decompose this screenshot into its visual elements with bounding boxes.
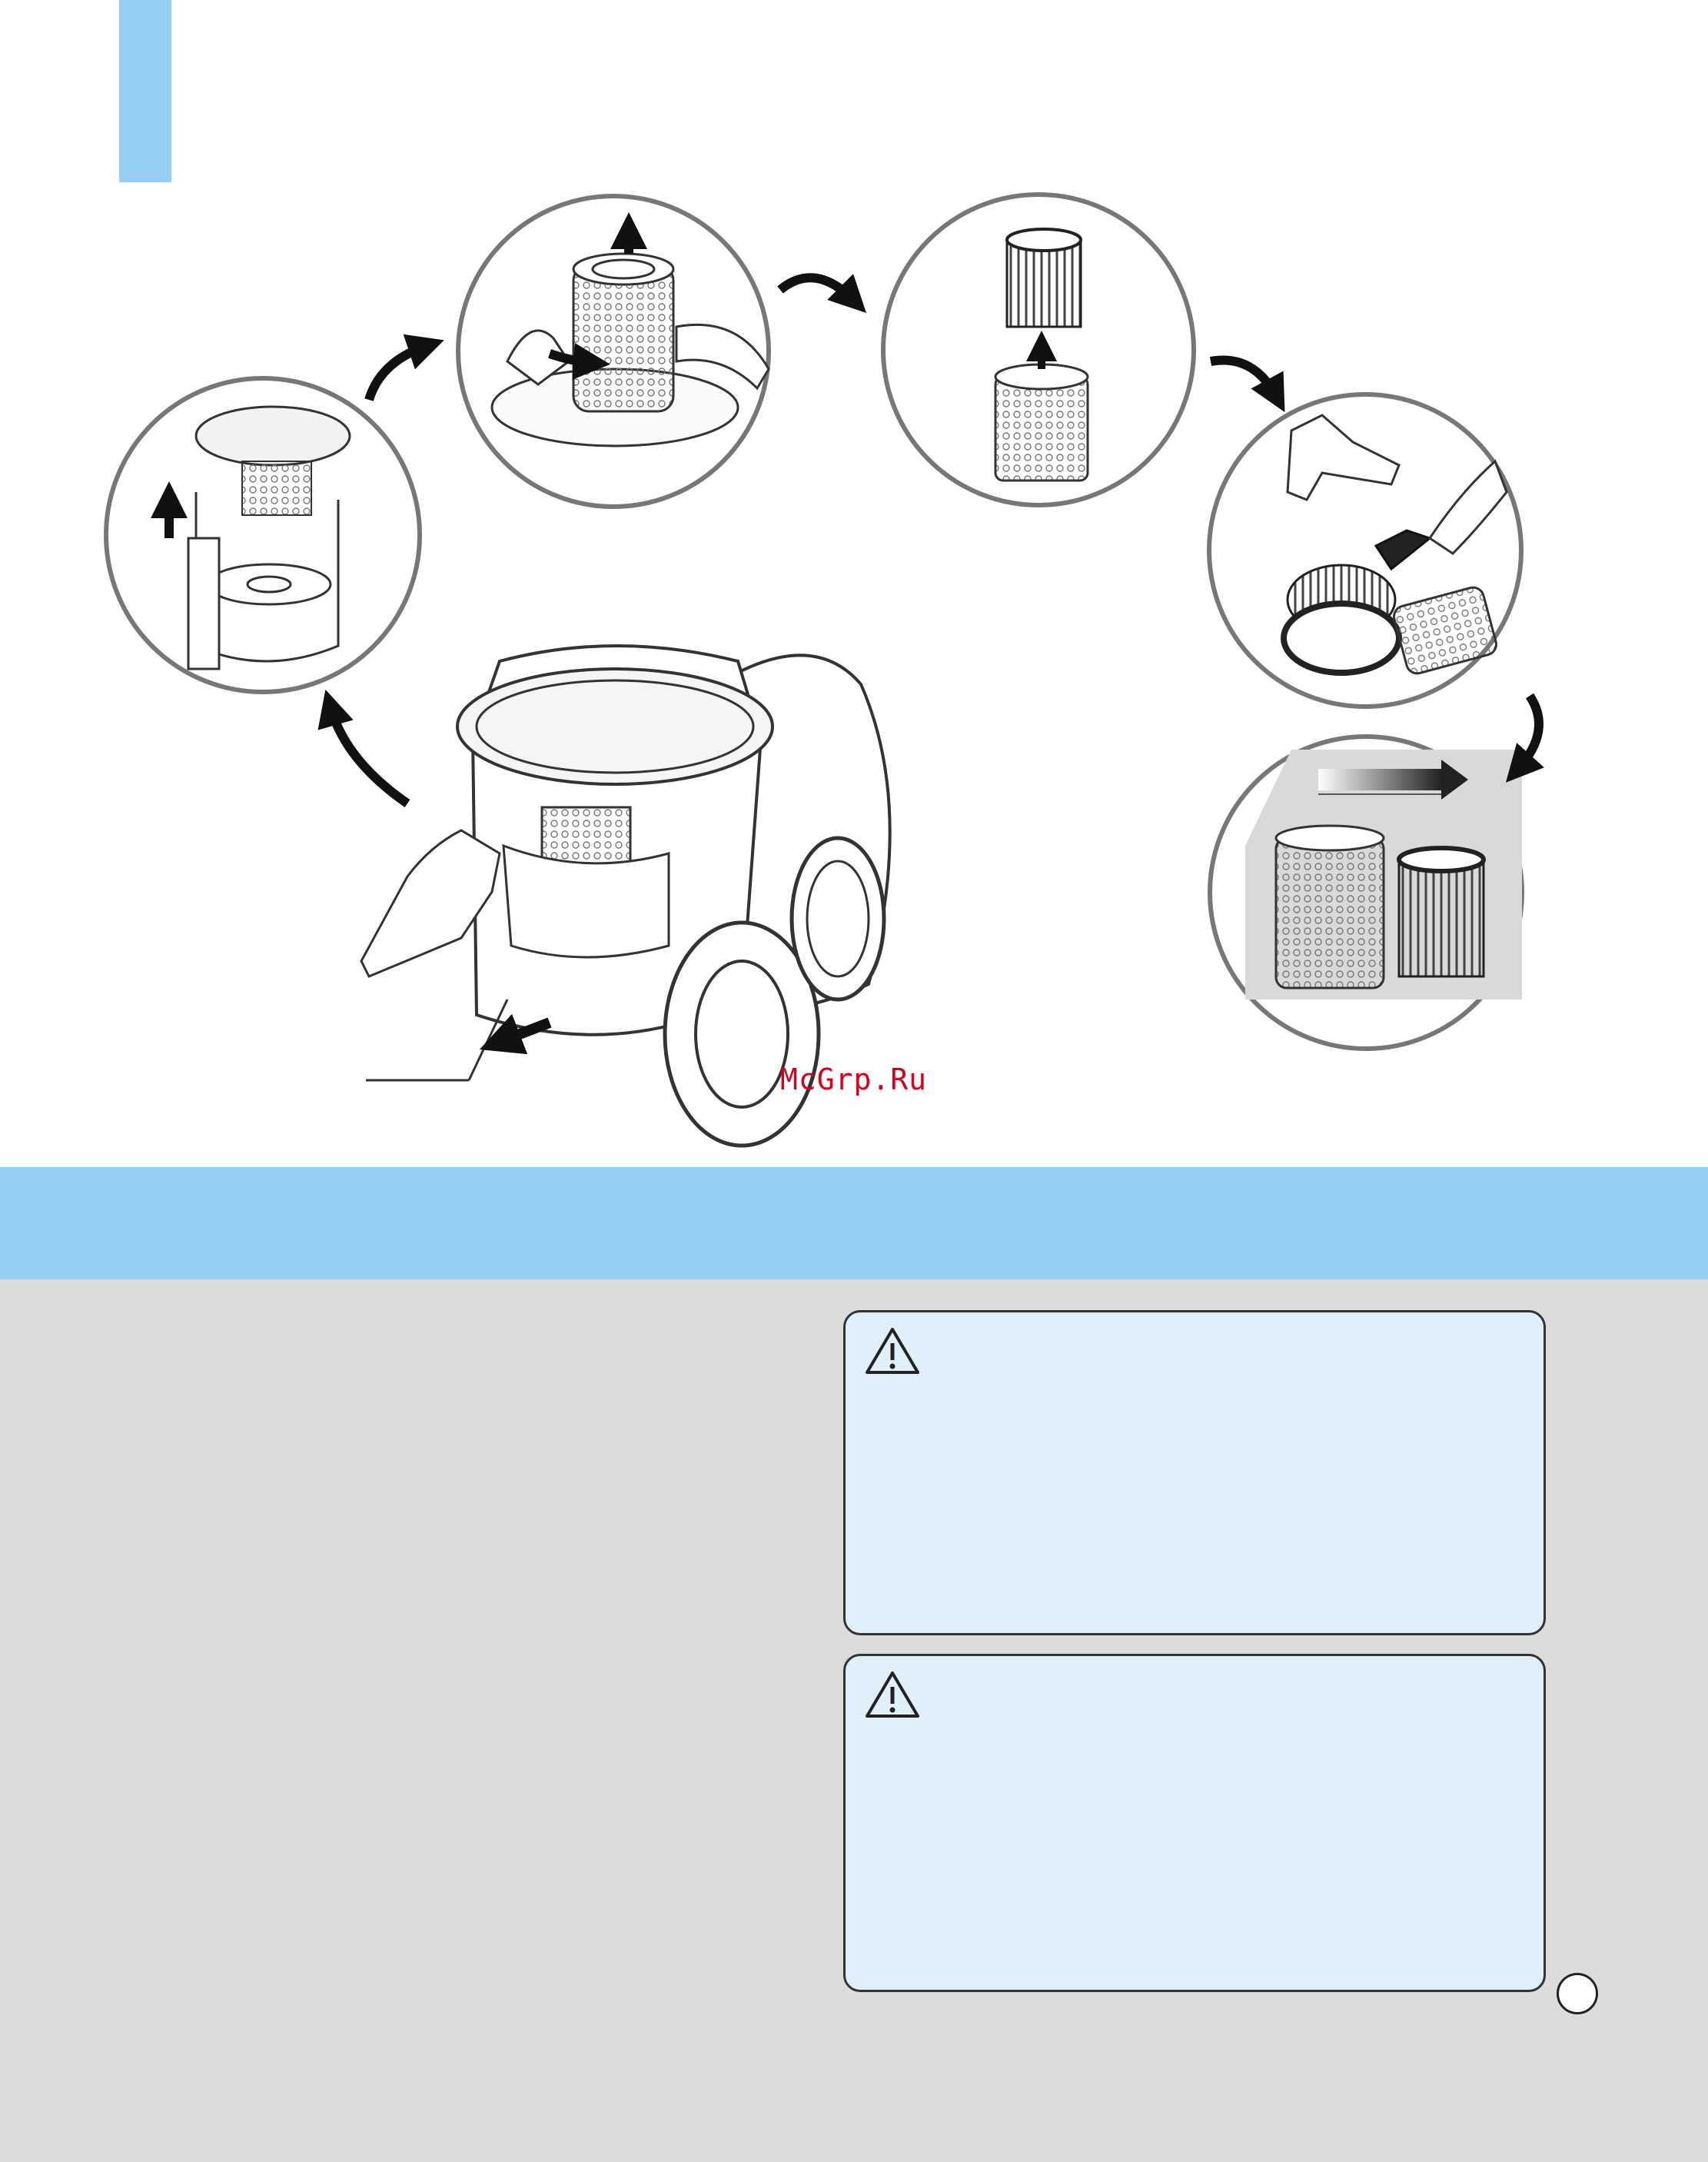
- warning-triangle-icon: [864, 1670, 921, 1719]
- caution-box-2: [843, 1654, 1546, 1992]
- step-dry-filters-circle: [1210, 737, 1522, 1049]
- section-header-band: [0, 1167, 1708, 1279]
- filter-cleaning-illustration: [0, 185, 1708, 1169]
- step-twist-filter-circle: [458, 196, 769, 507]
- caution-box-1: [843, 1310, 1546, 1635]
- step-remove-container-circle: [106, 378, 420, 692]
- page-number-circle: [1557, 1973, 1598, 2014]
- section-tab-marker: [119, 0, 171, 182]
- step-separate-filters-circle: [883, 195, 1194, 505]
- watermark-text: McGrp.Ru: [780, 1063, 928, 1096]
- step-wash-filters-circle: [1209, 394, 1521, 707]
- warning-triangle-icon: [864, 1326, 921, 1375]
